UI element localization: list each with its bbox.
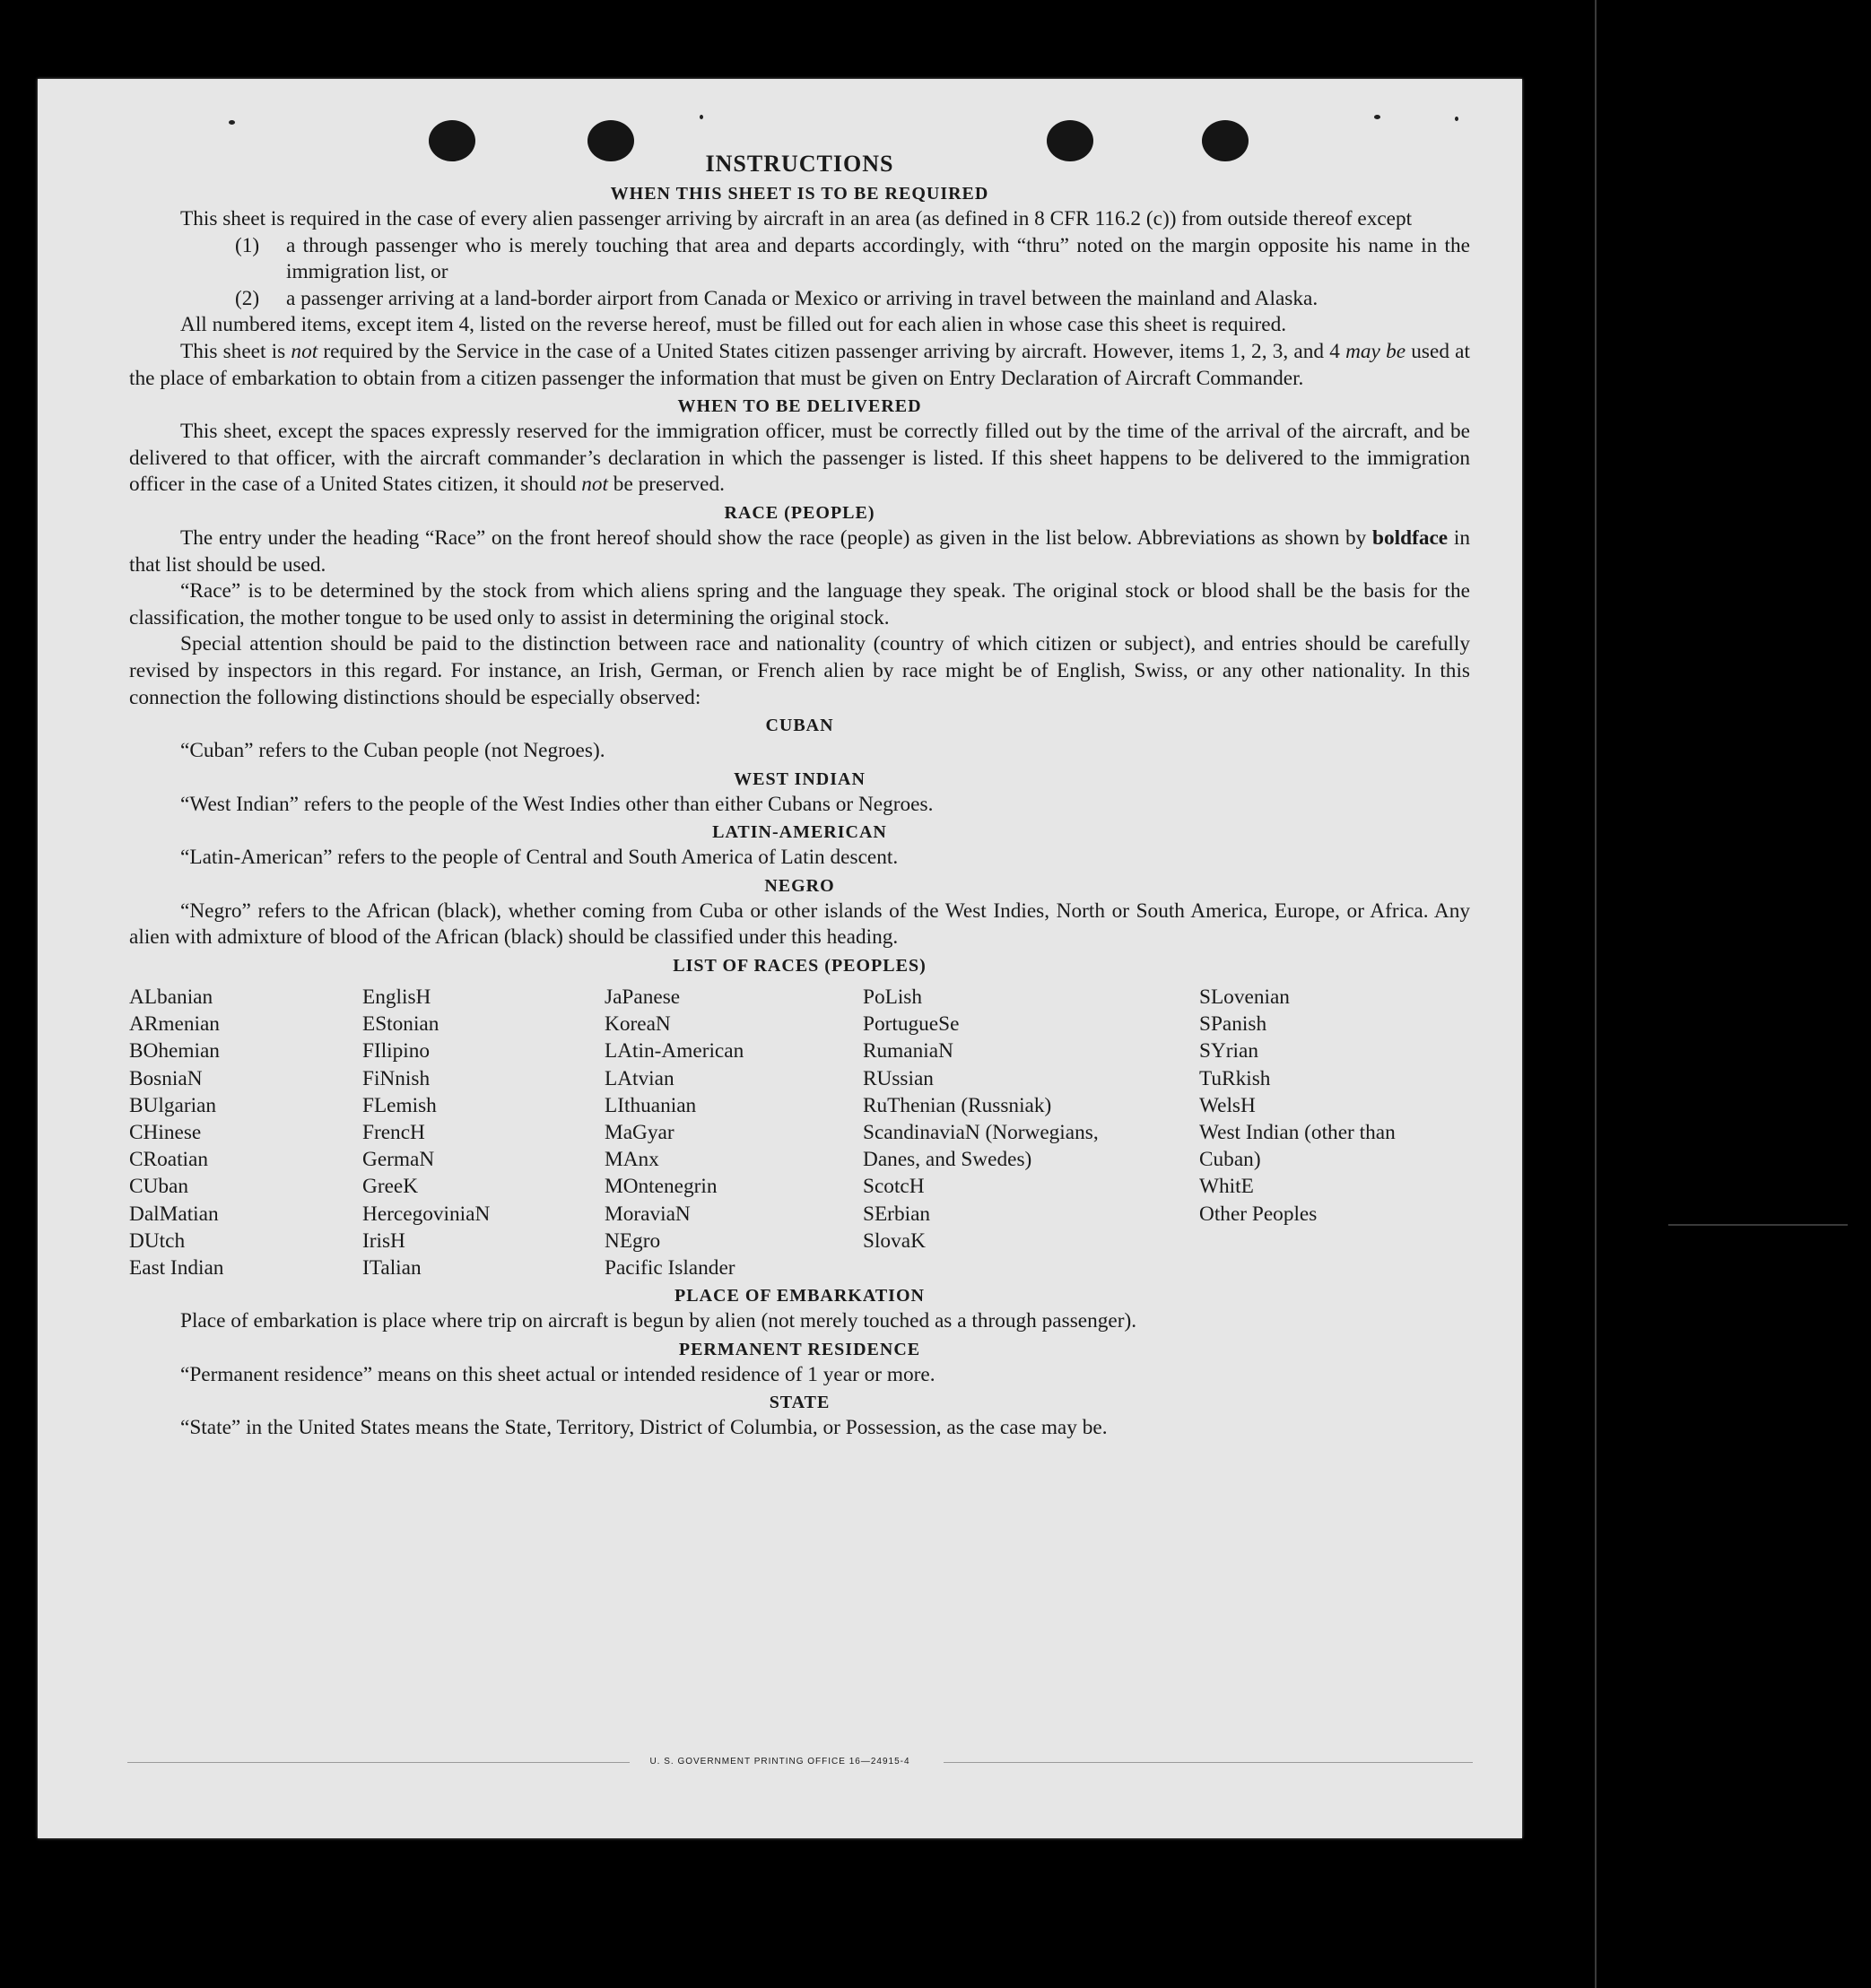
- scan-speck: [229, 120, 235, 125]
- race-item: CHinese: [129, 1121, 202, 1145]
- heading-race: RACE (PEOPLE): [724, 502, 875, 523]
- document-page: [38, 79, 1522, 1838]
- race-item: RUssian: [863, 1066, 934, 1090]
- heading-cuban: CUBAN: [765, 716, 834, 736]
- race-item: ITalian: [362, 1256, 422, 1280]
- race-item: EStonian: [362, 1012, 439, 1037]
- races-column-5: [1199, 984, 1468, 1281]
- race-item: GermaN: [362, 1148, 435, 1172]
- race-item: IrisH: [362, 1228, 405, 1253]
- heading-residence: PERMANENT RESIDENCE: [678, 1339, 921, 1359]
- race-item: ScotcH: [863, 1175, 925, 1199]
- para-when-delivered: This sheet, except the spaces expressly reserved for the immigration officer, must be correctly filled out by the time of the arrival of the aircraft, and be delivered to that officer, with the aircraft commander’s declaration in which the passenger is listed. If this sheet happens to be delivered to the immigration officer in the case of a United States citizen, it should not be preserved.: [129, 420, 1470, 497]
- race-item: WelsH: [1199, 1093, 1256, 1117]
- race-item: ScandinaviaN (Norwegians, Danes, and Swedes): [863, 1121, 1099, 1172]
- race-item: FrencH: [362, 1121, 425, 1145]
- race-item: PoLish: [863, 985, 923, 1010]
- race-item: GreeK: [362, 1175, 419, 1199]
- race-item: TuRkish: [1199, 1066, 1271, 1090]
- heading-when-required: WHEN THIS SHEET IS TO BE REQUIRED: [610, 184, 989, 204]
- race-item: Other Peoples: [1199, 1202, 1318, 1226]
- race-item: CRoatian: [129, 1148, 209, 1172]
- scan-edge-line: [1595, 0, 1597, 1988]
- para-race-entry: The entry under the heading “Race” on the front hereof should show the race (people) as given in the list below. Abbreviations as shown by boldface in that list should be used.: [129, 525, 1470, 577]
- race-item: SLovenian: [1199, 985, 1290, 1010]
- heading-west-indian: WEST INDIAN: [734, 768, 866, 789]
- race-item: MoraviaN: [605, 1202, 691, 1226]
- heading-embarkation: PLACE OF EMBARKATION: [674, 1286, 925, 1307]
- race-item: Pacific Islander: [605, 1256, 735, 1280]
- item-number: (1): [235, 233, 260, 257]
- race-item: DalMatian: [129, 1202, 219, 1226]
- para-negro: “Negro” refers to the African (black), whether coming from Cuba or other islands of the West Indies, North or South America, Europe, or Africa. Any alien with admixture of blood of the African (black) should be classified under this heading.: [129, 899, 1470, 950]
- race-item: East Indian: [129, 1256, 224, 1280]
- heading-races-list: LIST OF RACES (PEOPLES): [673, 956, 927, 977]
- races-column-2: [362, 984, 605, 1281]
- races-column-4: [863, 984, 1199, 1281]
- page-title: INSTRUCTIONS: [705, 151, 894, 177]
- race-item: SYrian: [1199, 1039, 1259, 1063]
- race-item: HercegoviniaN: [362, 1202, 491, 1226]
- printing-office-note: U. S. GOVERNMENT PRINTING OFFICE 16—24915-4: [649, 1757, 910, 1767]
- para-cuban: “Cuban” refers to the Cuban people (not Negroes).: [180, 739, 605, 763]
- race-item: BUlgarian: [129, 1093, 217, 1117]
- race-item: SlovaK: [863, 1228, 926, 1253]
- exception-item-1: [129, 233, 1470, 286]
- race-item: ARmenian: [129, 1012, 220, 1037]
- race-item: West Indian (other than Cuban): [1199, 1121, 1396, 1172]
- scan-speck: [1374, 115, 1380, 119]
- race-item: FiNnish: [362, 1066, 431, 1090]
- race-item: WhitE: [1199, 1175, 1254, 1199]
- scan-speck: [1455, 117, 1458, 121]
- race-item: FIlipino: [362, 1039, 431, 1063]
- heading-negro: NEGRO: [764, 875, 835, 896]
- race-item: MAnx: [605, 1148, 659, 1172]
- race-item: EnglisH: [362, 985, 431, 1010]
- heading-latin-american: LATIN-AMERICAN: [712, 822, 887, 843]
- exception-item-2: [129, 286, 1470, 313]
- para-when-required-intro: This sheet is required in the case of every alien passenger arriving by aircraft in an area (as defined in 8 CFR 116.2 (c)) from outside thereof except: [180, 207, 1413, 230]
- scan-speck: [700, 115, 703, 119]
- race-item: LAtin-American: [605, 1039, 744, 1063]
- para-embarkation: Place of embarkation is place where trip on aircraft is begun by alien (not merely touched as a through passenger).: [180, 1309, 1137, 1333]
- race-item: BosniaN: [129, 1066, 203, 1090]
- item-number: (2): [235, 286, 260, 310]
- races-column-3: [605, 984, 863, 1281]
- item-text: a through passenger who is merely touching that area and departs accordingly, with “thru” noted on the margin opposite his name in the immigration list, or: [286, 233, 1470, 284]
- scan-edge-line: [1668, 1224, 1848, 1226]
- para-state: “State” in the United States means the State, Territory, District of Columbia, or Possession, as the case may be.: [180, 1416, 1108, 1440]
- race-item: LAtvian: [605, 1066, 674, 1090]
- race-item: RumaniaN: [863, 1039, 953, 1063]
- para-citizen-passenger: This sheet is not required by the Service in the case of a United States citizen passenger arriving by aircraft. However, items 1, 2, 3, and 4 may be used at the place of embarkation to obtain from a citizen passenger the information that must be given on Entry Declaration of Aircraft Commander.: [129, 339, 1470, 390]
- race-item: SErbian: [863, 1202, 931, 1226]
- instructions-content: [129, 149, 1470, 1442]
- heading-when-delivered: WHEN TO BE DELIVERED: [677, 396, 922, 417]
- heading-state: STATE: [769, 1393, 831, 1413]
- race-item: ALbanian: [129, 985, 213, 1010]
- para-west-indian: “West Indian” refers to the people of the West Indies other than either Cubans or Negroes.: [180, 792, 934, 816]
- item-text: a passenger arriving at a land-border airport from Canada or Mexico or arriving in travel between the mainland and Alaska.: [286, 286, 1318, 310]
- races-list: [129, 984, 1470, 1281]
- race-item: NEgro: [605, 1228, 661, 1253]
- race-item: PortugueSe: [863, 1012, 960, 1037]
- race-item: RuThenian (Russniak): [863, 1093, 1052, 1117]
- race-item: JaPanese: [605, 985, 681, 1010]
- race-item: LIthuanian: [605, 1093, 697, 1117]
- races-column-1: [129, 984, 362, 1281]
- race-item: FLemish: [362, 1093, 437, 1117]
- race-item: BOhemian: [129, 1039, 220, 1063]
- para-race-determination: “Race” is to be determined by the stock from which aliens spring and the language they speak. The original stock or blood shall be the basis for the classification, the mother tongue to be used only to assist in determining the original stock.: [129, 579, 1470, 629]
- race-item: MOntenegrin: [605, 1175, 718, 1199]
- para-numbered-items: All numbered items, except item 4, listed on the reverse hereof, must be filled out for each alien in whose case this sheet is required.: [180, 313, 1287, 337]
- para-race-nationality: Special attention should be paid to the distinction between race and nationality (country of which citizen or subject), and entries should be carefully revised by inspectors in this regard. For instance, an Irish, German, or French alien by race might be of English, Swiss, or any other nationality. In this connection the following distinctions should be especially observed:: [129, 632, 1470, 709]
- race-item: SPanish: [1199, 1012, 1267, 1037]
- para-latin-american: “Latin-American” refers to the people of Central and South America of Latin descent.: [180, 846, 899, 870]
- race-item: CUban: [129, 1175, 189, 1199]
- race-item: MaGyar: [605, 1121, 674, 1145]
- race-item: KoreaN: [605, 1012, 671, 1037]
- race-item: DUtch: [129, 1228, 186, 1253]
- para-residence: “Permanent residence” means on this sheet actual or intended residence of 1 year or more.: [180, 1362, 936, 1386]
